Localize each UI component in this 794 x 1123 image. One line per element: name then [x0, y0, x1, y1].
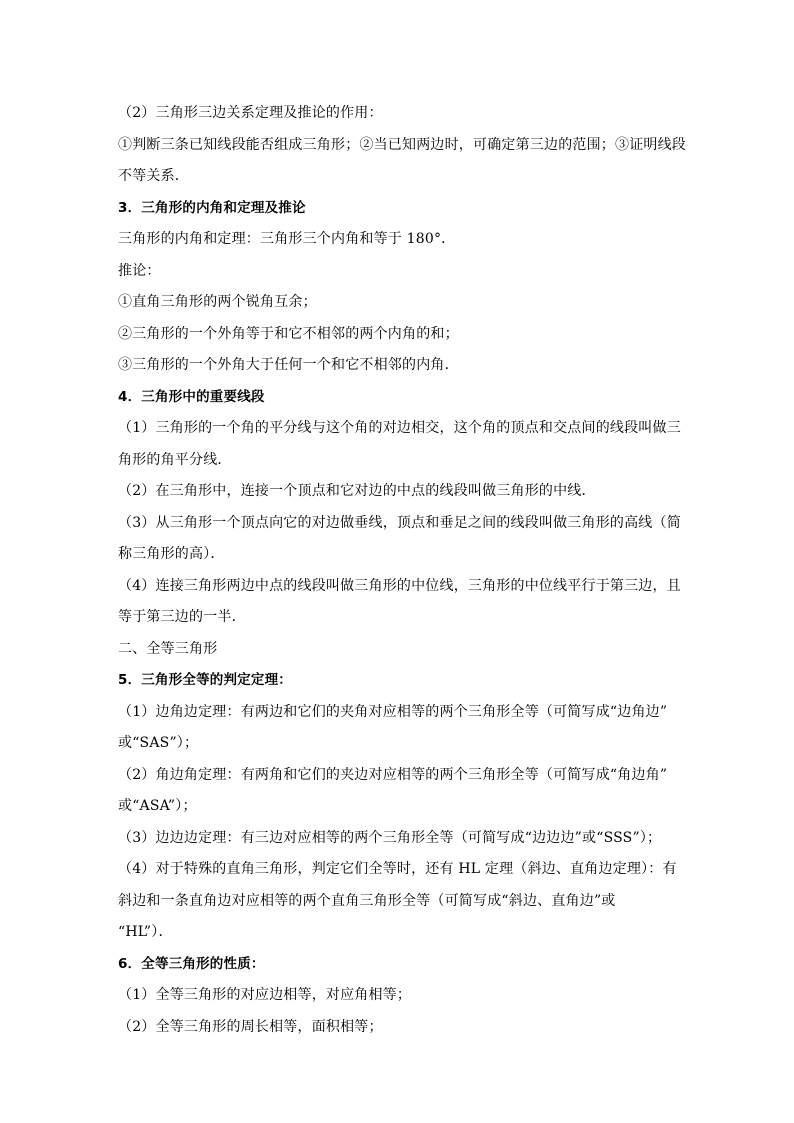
text-line: ③三角形的一个外角大于任何一个和它不相邻的内角． — [118, 357, 459, 373]
text-line: ②三角形的一个外角等于和它不相邻的两个内角的和； — [118, 325, 459, 342]
text-line: 或“ASA”）； — [118, 798, 197, 814]
text-line: （1）边角边定理：有两边和它们的夹角对应相等的两个三角形全等（可简写成“边角边” — [118, 703, 668, 720]
text-line: （2）全等三角形的周长相等，面积相等； — [118, 1018, 383, 1035]
text-line: （2）三角形三边关系定理及推论的作用： — [118, 105, 383, 121]
text-line: ①判断三条已知线段能否组成三角形；②当已知两边时，可确定第三边的范围；③证明线段 — [118, 136, 686, 153]
text-line: 等于第三边的一半． — [118, 609, 246, 625]
section-heading: 3．三角形的内角和定理及推论 — [118, 199, 306, 216]
text-line: （2）在三角形中，连接一个顶点和它对边的中点的线段叫做三角形的中线． — [118, 483, 596, 499]
text-line: （1）三角形的一个角的平分线与这个角的对边相交，这个角的顶点和交点间的线段叫做三 — [118, 420, 681, 436]
text-line: （2）角边角定理：有两角和它们的夹边对应相等的两个三角形全等（可简写成“角边角” — [118, 766, 668, 783]
text-line: 斜边和一条直角边对应相等的两个直角三角形全等（可简写成“斜边、直角边”或 — [118, 892, 616, 909]
text-line: 称三角形的高）． — [118, 546, 225, 562]
text-line: 不等关系． — [118, 168, 189, 184]
text-line: （4）连接三角形两边中点的线段叫做三角形的中位线，三角形的中位线平行于第三边，且 — [118, 577, 681, 594]
text-line: （4）对于特殊的直角三角形，判定它们全等时，还有 HL 定理（斜边、直角边定理）：有 — [118, 861, 677, 877]
text-line: 三角形的内角和定理：三角形三个内角和等于 180°． — [118, 231, 456, 247]
section-heading: 6．全等三角形的性质： — [118, 955, 265, 972]
section-heading: 4．三角形中的重要线段 — [118, 388, 265, 405]
text-line: ①直角三角形的两个锐角互余； — [118, 294, 317, 310]
text-line: （1）全等三角形的对应边相等，对应角相等； — [118, 987, 412, 1003]
document-page — [118, 98, 686, 1043]
part-heading: 二、全等三角形 — [118, 640, 218, 657]
text-line: “HL”）． — [118, 924, 173, 940]
text-line: （3）从三角形一个顶点向它的对边做垂线，顶点和垂足之间的线段叫做三角形的高线（简 — [118, 514, 681, 531]
text-line: 或“SAS”）； — [118, 735, 199, 751]
text-line: 推论： — [118, 262, 161, 279]
text-line: （3）边边边定理：有三边对应相等的两个三角形全等（可简写成“边边边”或“SSS”）； — [118, 829, 662, 846]
text-line: 角形的角平分线． — [118, 451, 232, 468]
section-heading: 5．三角形全等的判定定理： — [118, 672, 292, 688]
